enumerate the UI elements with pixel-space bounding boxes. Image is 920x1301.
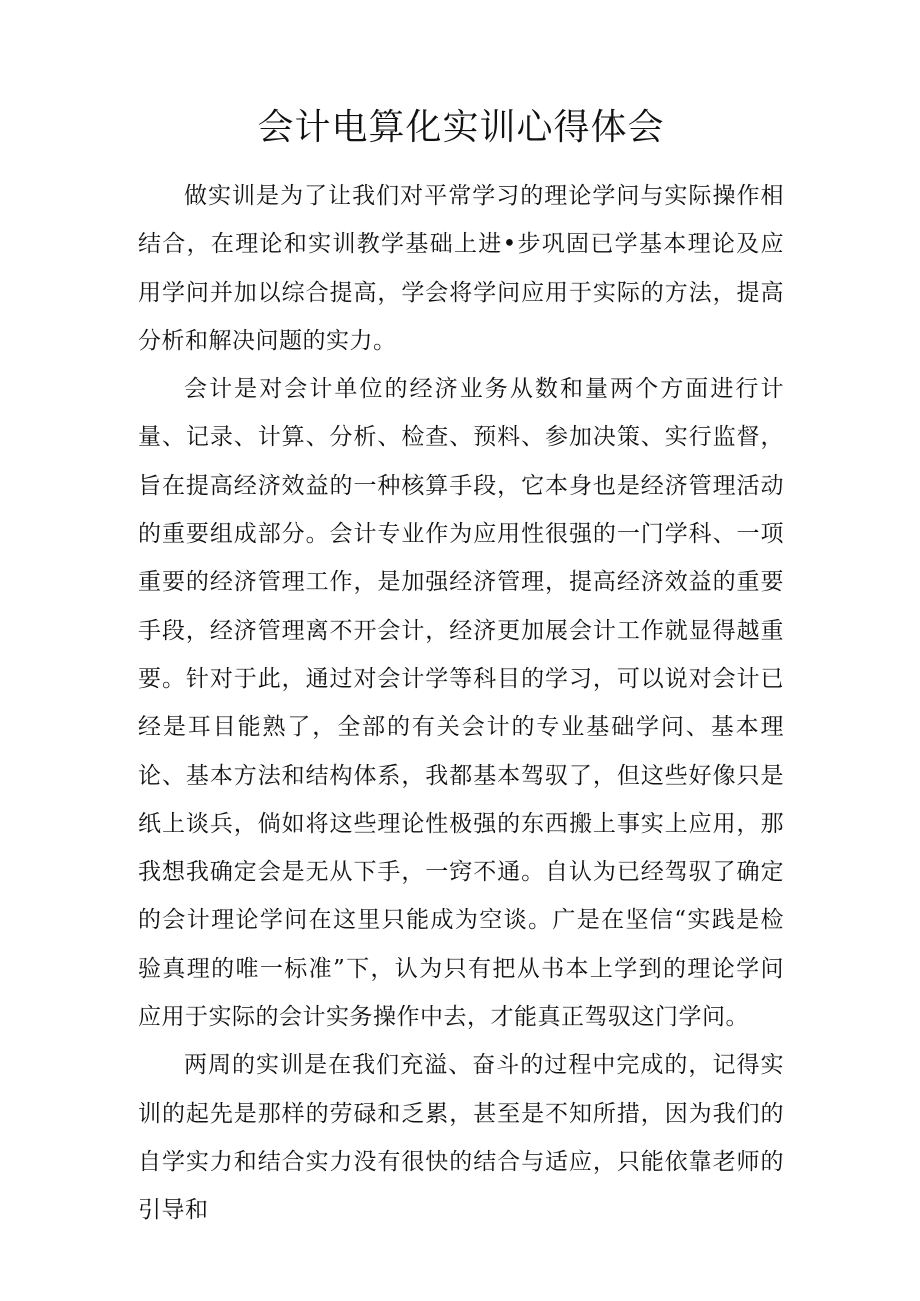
paragraph-2: 会计是对会计单位的经济业务从数和量两个方面进行计量、记录、计算、分析、检查、预料、参加决策、实行监督，旨在提高经济效益的一种核算手段，它本身也是经济管理活动的重要组成部分。会计专业作为应用性很强的一门学科、一项重要的经济管理工作，是加强经济管理，提高经济效益的重要手段，经济管理离不开会计，经济更加展会计工作就显得越重要。针对于此，通过对会计学等科目的学习，可以说对会计已经是耳目能熟了，全部的有关会计的专业基础学问、基本理论、基本方法和结构体系，我都基本驾驭了，但这些好像只是纸上谈兵，倘如将这些理论性极强的东西搬上事实上应用，那我想我确定会是无从下手，一窍不通。自认为已经驾驭了确定的会计理论学问在这里只能成为空谈。广是在坚信“实践是检验真理的唯一标准”下，认为只有把从书本上学到的理论学问应用于实际的会计实务操作中去，才能真正驾驭这门学问。 [138, 376, 784, 1031]
paragraph-3: 两周的实训是在我们充溢、奋斗的过程中完成的，记得实训的起先是那样的劳碌和乏累，甚至是不知所措，因为我们的自学实力和结合实力没有很快的结合与适应，只能依靠老师的引导和 [138, 1052, 784, 1224]
paragraph-1: 做实训是为了让我们对平常学习的理论学问与实际操作相结合，在理论和实训教学基础上进•步巩固已学基本理论及应用学问并加以综合提高，学会将学问应用于实际的方法，提高分析和解决问题的实力。 [138, 183, 784, 354]
document-title: 会计电算化实训心得体会 [257, 107, 665, 148]
